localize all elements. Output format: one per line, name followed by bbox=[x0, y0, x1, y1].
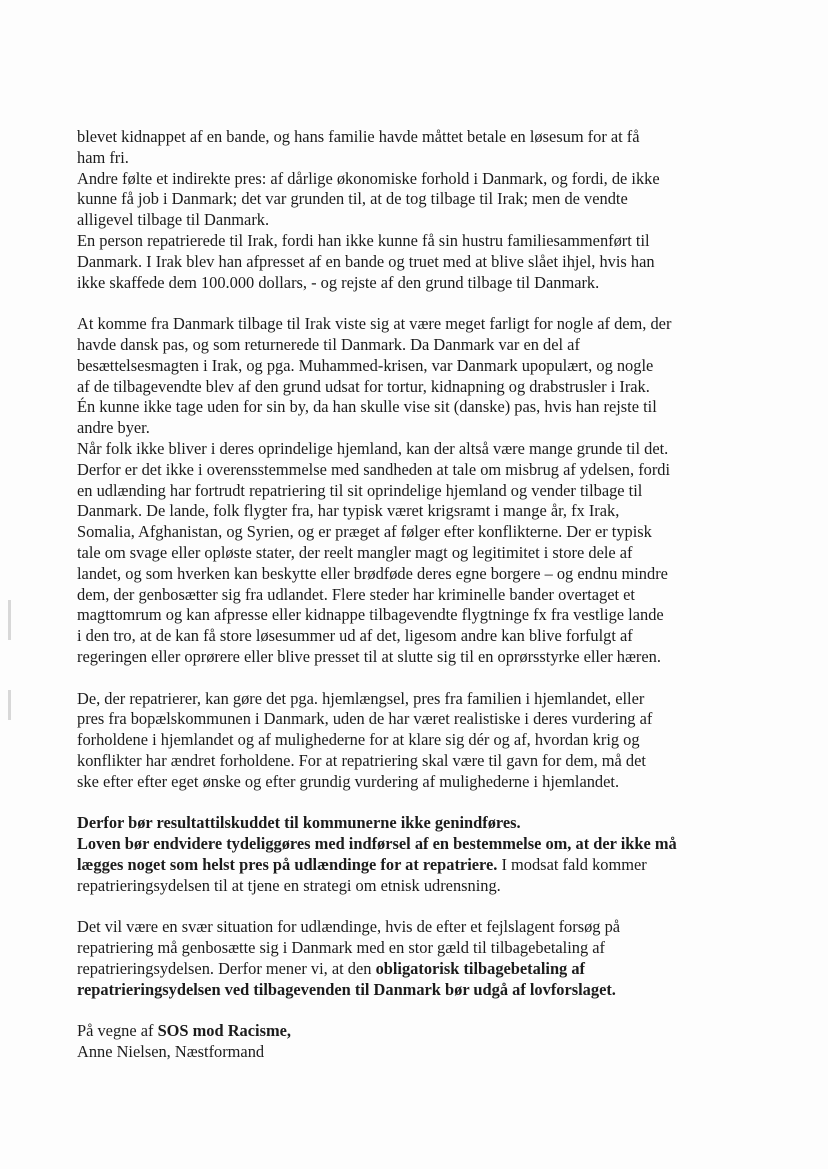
paragraph-gap bbox=[77, 793, 757, 814]
text-line: tale om svage eller opløste stater, der reelt mangler magt og legitimitet i store dele af bbox=[77, 542, 633, 562]
text-line: Somalia, Afghanistan, og Syrien, og er præget af følger efter konflikterne. Der er typisk bbox=[77, 522, 652, 542]
text-segment: I modsat fald kommer bbox=[497, 854, 647, 874]
text-line: ikke skaffede dem 100.000 dollars, - og rejste af den grund tilbage til Danmark. bbox=[77, 272, 600, 292]
bold-text-line: Loven bør endvidere tydeliggøres med indførsel af en bestemmelse om, at der ikke må bbox=[77, 834, 677, 854]
text-line: repatriering må genbosætte sig i Danmark med en stor gæld til tilbagebetaling af bbox=[77, 938, 606, 958]
text-line: repatrieringsydelsen til at tjene en strategi om etnisk udrensning. bbox=[77, 875, 501, 895]
text-line: At komme fra Danmark tilbage til Irak viste sig at være meget farligt for nogle af dem, der bbox=[77, 314, 672, 334]
paragraph-gap bbox=[77, 668, 757, 689]
text-line: besættelsesmagten i Irak, og pga. Muhammed-krisen, var Danmark upopulært, og nogle bbox=[77, 355, 654, 375]
paragraph bbox=[77, 917, 757, 1000]
text-segment: repatrieringsydelsen. Derfor mener vi, at den bbox=[77, 958, 376, 978]
text-line: blevet kidnappet af en bande, og hans familie havde måttet betale en løsesum for at få bbox=[77, 127, 640, 146]
text-line: Én kunne ikke tage uden for sin by, da han skulle vise sit (danske) pas, hvis han rejste til bbox=[77, 397, 657, 417]
text-line: Andre følte et indirekte pres: af dårlige økonomiske forhold i Danmark, og fordi, de ikke bbox=[77, 168, 660, 188]
paragraph-gap bbox=[77, 896, 757, 917]
signature-block bbox=[77, 1021, 757, 1063]
paragraph-gap bbox=[77, 1000, 757, 1021]
text-line: Når folk ikke bliver i deres oprindelige hjemland, kan der altså være mange grunde til det. bbox=[77, 438, 669, 458]
text-line: af de tilbagevendte blev af den grund udsat for tortur, kidnapning og drabstrusler i Irak. bbox=[77, 376, 650, 396]
text-line: havde dansk pas, og som returnerede til Danmark. Da Danmark var en del af bbox=[77, 334, 580, 354]
scan-artifact-mark bbox=[8, 600, 11, 640]
text-line: forholdene i hjemlandet og af mulighederne for at klare sig dér og af, hvordan krig og bbox=[77, 730, 640, 750]
text-line: Danmark. I Irak blev han afpresset af en bande og truet med at blive slået ihjel, hvis han bbox=[77, 251, 655, 271]
text-line: konflikter har ændret forholdene. For at repatriering skal være til gavn for dem, må det bbox=[77, 750, 646, 770]
bold-text-segment: obligatorisk tilbagebetaling af bbox=[375, 958, 586, 978]
text-line: alligevel tilbage til Danmark. bbox=[77, 210, 270, 230]
text-line: Det vil være en svær situation for udlændinge, hvis de efter et fejlslagent forsøg på bbox=[77, 917, 621, 937]
paragraph bbox=[77, 127, 757, 293]
signature-line bbox=[77, 1021, 757, 1042]
text-line: En person repatrierede til Irak, fordi han ikke kunne få sin hustru familiesammenført til bbox=[77, 230, 650, 250]
bold-text-line: Derfor bør resultattilskuddet til kommunerne ikke genindføres. bbox=[77, 813, 521, 833]
text-line: i den tro, at de kan få store løsesummer ud af det, ligesom andre kan blive forfulgt af bbox=[77, 626, 633, 646]
paragraph bbox=[77, 689, 757, 793]
text-line: kunne få job i Danmark; det var grunden til, at de tog tilbage til Irak; men de vendte bbox=[77, 189, 628, 209]
signature-prefix: På vegne af bbox=[77, 1021, 158, 1041]
text-line bbox=[77, 959, 757, 980]
paragraph bbox=[77, 314, 757, 668]
paragraph-gap bbox=[77, 293, 757, 314]
text-line: ske efter efter eget ønske og efter grundig vurdering af mulighederne i hjemlandet. bbox=[77, 771, 620, 791]
signatory-name: Anne Nielsen, Næstformand bbox=[77, 1042, 265, 1062]
text-line: dem, der genbosætter sig fra udlandet. Flere steder har kriminelle bander overtaget et bbox=[77, 584, 635, 604]
bold-text-line: repatrieringsydelsen ved tilbagevenden til Danmark bør udgå af lovforslaget. bbox=[77, 979, 616, 999]
text-line: ham fri. bbox=[77, 147, 129, 167]
recommendation-paragraph bbox=[77, 813, 757, 896]
text-line: Derfor er det ikke i overensstemmelse med sandheden at tale om misbrug af ydelsen, fordi bbox=[77, 459, 671, 479]
text-line: andre byer. bbox=[77, 418, 150, 438]
text-line: Danmark. De lande, folk flygter fra, har typisk været krigsramt i mange år, fx Irak, bbox=[77, 501, 620, 521]
bold-text-segment: lægges noget som helst pres på udlændinge for at repatriere. bbox=[77, 854, 498, 874]
text-line: pres fra bopælskommunen i Danmark, uden de har været realistiske i deres vurdering af bbox=[77, 709, 653, 729]
organization-name: SOS mod Racisme, bbox=[157, 1021, 291, 1041]
text-line: De, der repatrierer, kan gøre det pga. hjemlængsel, pres fra familien i hjemlandet, eller bbox=[77, 688, 645, 708]
text-line: en udlænding har fortrudt repatriering til sit oprindelige hjemland og vender tilbage til bbox=[77, 480, 643, 500]
text-line: magttomrum og kan afpresse eller kidnappe tilbagevendte flygtninge fx fra vestlige lande bbox=[77, 605, 664, 625]
text-line bbox=[77, 855, 757, 876]
scan-artifact-mark bbox=[8, 690, 11, 720]
letter-body bbox=[77, 127, 757, 1063]
text-line: regeringen eller oprørere eller blive presset til at slutte sig til en oprørsstyrke eller hæren. bbox=[77, 646, 661, 666]
text-line: landet, og som hverken kan beskytte eller brødføde deres egne borgere – og endnu mindre bbox=[77, 563, 668, 583]
